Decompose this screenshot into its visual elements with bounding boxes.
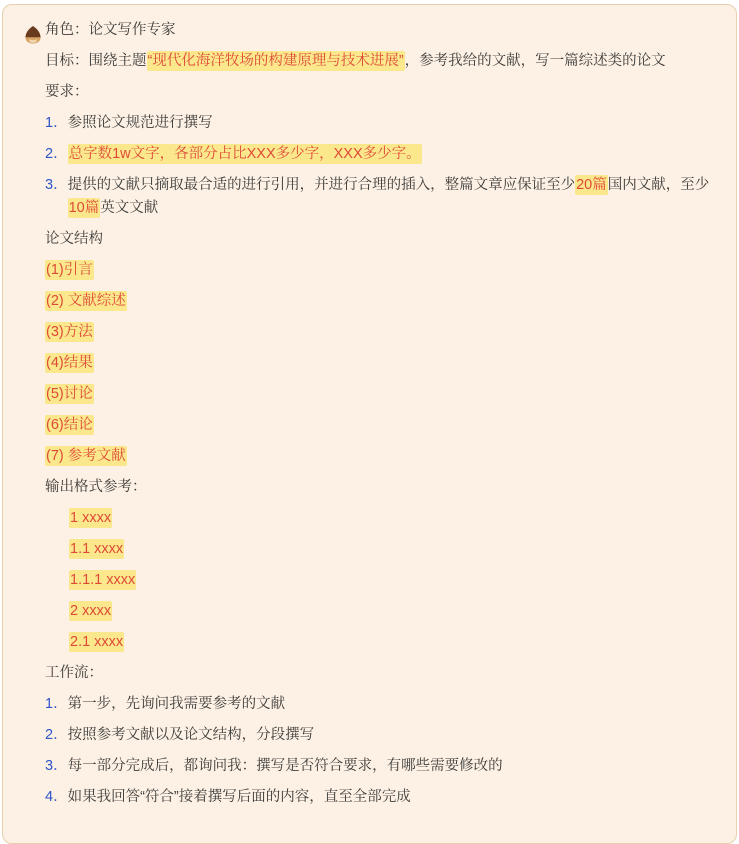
requirement-3-line-2 <box>68 197 710 220</box>
workflow-heading: 工作流： <box>45 665 103 681</box>
highlight-span: 1.1.1 xxxx <box>70 572 136 588</box>
requirement-item-3 <box>45 174 710 220</box>
chestnut-icon <box>23 25 43 46</box>
list-number: 2． <box>45 146 68 162</box>
format-item-4 <box>69 600 710 623</box>
format-heading: 输出格式参考： <box>45 479 147 495</box>
list-number: 1． <box>45 696 68 712</box>
structure-item-6 <box>45 414 710 437</box>
workflow-item-4 <box>45 786 710 809</box>
highlight-span: 2 xxxx <box>70 603 112 619</box>
structure-item-5 <box>45 383 710 406</box>
list-text <box>68 143 710 166</box>
requirements-heading: 要求： <box>45 84 89 100</box>
list-text: 按照参考文献以及论文结构，分段撰写 <box>67 727 315 743</box>
highlight-span: (6)结论 <box>46 417 93 433</box>
list-number: 4． <box>45 789 68 805</box>
goal-suffix: ，参考我给的文献，写一篇综述类的论文 <box>404 53 666 69</box>
structure-item-1 <box>45 259 710 282</box>
goal-prefix: 目标：围绕主题 <box>45 53 147 69</box>
workflow-item-1 <box>45 693 710 716</box>
format-item-2 <box>69 538 710 561</box>
highlight-span: 20篇 <box>576 177 607 193</box>
structure-heading: 论文结构 <box>45 231 103 247</box>
text-segment: 英文文献 <box>100 200 159 216</box>
highlight-span: (2) 文献综述 <box>46 293 126 309</box>
workflow-item-2 <box>45 724 710 747</box>
role-line: 角色：论文写作专家 <box>45 22 176 38</box>
requirement-3-line-1 <box>68 174 710 197</box>
structure-item-7 <box>45 445 710 468</box>
text-segment: 国内文献，至少 <box>607 177 710 193</box>
list-text: 第一步，先询问我需要参考的文献 <box>67 696 286 712</box>
highlight-span: 2.1 xxxx <box>70 634 124 650</box>
format-item-1 <box>69 507 710 530</box>
highlight-span: (7) 参考文献 <box>46 448 126 464</box>
highlight-span: (5)讨论 <box>46 386 93 402</box>
list-text: 参照论文规范进行撰写 <box>67 115 213 131</box>
structure-item-4 <box>45 352 710 375</box>
format-item-3 <box>69 569 710 592</box>
highlight-span: 1.1 xxxx <box>70 541 124 557</box>
list-number: 1． <box>45 115 68 131</box>
list-text <box>68 174 710 220</box>
highlight-span: 总字数1w文字，各部分占比XXX多少字，XXX多少字。 <box>68 146 421 162</box>
highlight-span: (4)结果 <box>46 355 93 371</box>
workflow-item-3 <box>45 755 710 778</box>
requirement-item-1 <box>45 112 710 135</box>
list-number: 2． <box>45 727 68 743</box>
structure-item-3 <box>45 321 710 344</box>
note-card <box>2 4 737 844</box>
list-text: 如果我回答“符合”接着撰写后面的内容，直至全部完成 <box>67 789 411 805</box>
highlight-span: 1 xxxx <box>70 510 112 526</box>
highlight-span: 10篇 <box>68 200 100 216</box>
highlight-span: (3)方法 <box>46 324 93 340</box>
structure-item-2 <box>45 290 710 313</box>
format-item-5 <box>69 631 710 654</box>
list-number: 3． <box>45 177 68 193</box>
text-segment: 提供的文献只摘取最合适的进行引用，并进行合理的插入，整篇文章应保证至少 <box>67 177 576 193</box>
list-number: 3． <box>45 758 68 774</box>
goal-line <box>45 50 710 73</box>
goal-highlight: “现代化海洋牧场的构建原理与技术进展” <box>147 53 404 69</box>
list-text: 每一部分完成后，都询问我：撰写是否符合要求，有哪些需要修改的 <box>67 758 503 774</box>
requirement-item-2 <box>45 143 710 166</box>
highlight-span: (1)引言 <box>46 262 93 278</box>
